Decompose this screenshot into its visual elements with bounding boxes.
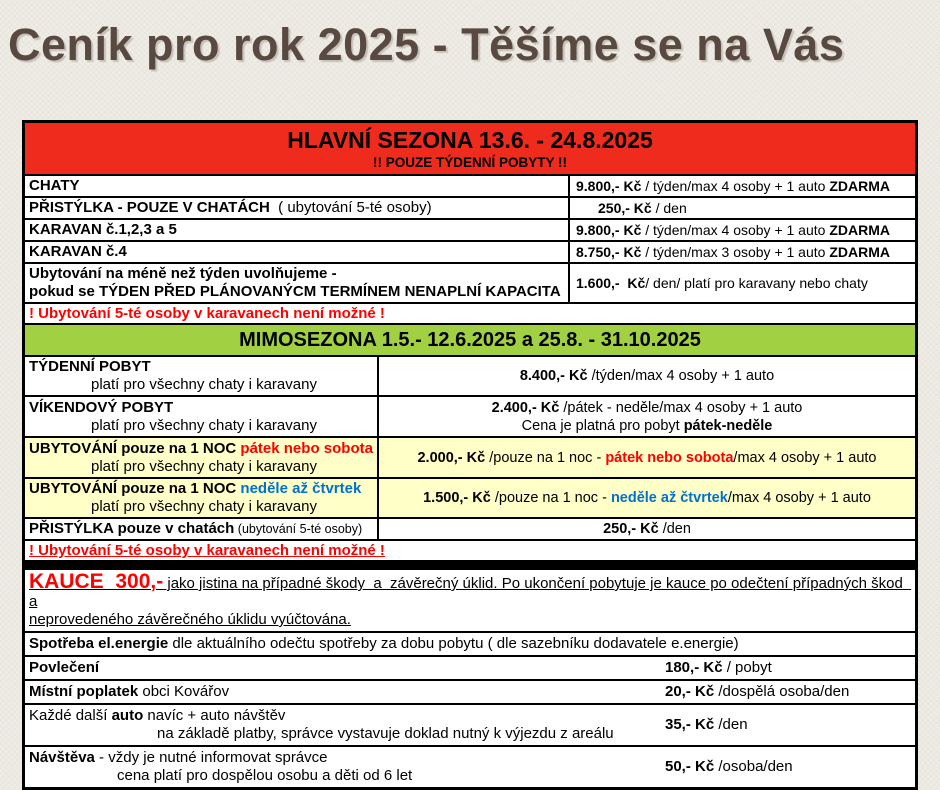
row-label-text: PŘISTÝLKA - POUZE V CHATÁCH — [29, 199, 270, 216]
price-value: 8.400,- Kč — [519, 368, 588, 384]
row-label-text: VÍKENDOVÝ POBYT — [29, 398, 174, 416]
off-season-title: MIMOSEZONA 1.5.- 12.6.2025 a 25.8. - 31.10.2025 — [239, 329, 701, 351]
extra-car-prefix: Každé další — [29, 707, 112, 724]
row-label — [25, 357, 379, 395]
row-label-text: KARAVAN č.1,2,3 a 5 — [29, 221, 177, 238]
row-label — [25, 438, 379, 477]
visit-line2: cena platí pro dospělou osobu a děti od 6 let — [117, 767, 413, 784]
local-fee-detail: obci Kovářov — [138, 683, 230, 700]
price-detail: / den — [651, 200, 687, 216]
price-value: 250,- Kč — [598, 200, 652, 216]
off-season-note-row — [25, 541, 915, 562]
page-title: Ceník pro rok 2025 - Těšíme se na Vás — [8, 19, 845, 70]
price-value: 1.500,- Kč — [423, 490, 491, 506]
row-price — [379, 438, 915, 477]
price-detail-suffix: /max 4 osoby + 1 auto — [733, 449, 877, 466]
price-detail: / den/ platí pro karavany nebo chaty — [645, 275, 868, 291]
local-fee-row — [25, 681, 915, 705]
bedding-label-cell — [25, 657, 665, 679]
bedding-label: Povlečení — [29, 659, 100, 676]
electricity-label: Spotřeba el.energie — [29, 635, 169, 652]
local-fee-price — [665, 681, 915, 703]
row-price — [570, 198, 915, 218]
electricity-text — [25, 633, 915, 655]
off-season-note: ! Ubytování 5-té osoby v karavanech není možné ! — [29, 542, 385, 559]
table-row-extra-bed-offseason — [25, 519, 915, 541]
price-accent: neděle až čtvrtek — [610, 490, 728, 506]
table-row-chaty — [25, 176, 915, 198]
price-detail: /pouze na 1 noc - — [485, 449, 606, 466]
price-note: Cena je platná pro pobyt — [521, 417, 684, 434]
price-detail: / týden/max 4 osoby + 1 auto — [641, 222, 830, 238]
row-label-accent: neděle až čtvrtek — [240, 480, 362, 497]
visit-label: Návštěva — [29, 749, 95, 766]
deposit-line1: jako jistina na případné škody a závěrečný úklid. Po ukončení pobytuje je kauce po odečtení případných škod a — [29, 575, 912, 610]
price-value: 8.750,- Kč — [576, 244, 642, 260]
price-detail: /týden/max 4 osoby + 1 auto — [587, 368, 775, 384]
local-fee-label-cell — [25, 681, 665, 703]
bedding-row — [25, 657, 915, 681]
bedding-price — [665, 657, 915, 679]
row-label-text: KARAVAN č.4 — [29, 243, 127, 260]
deposit-row — [25, 570, 915, 633]
main-season-title: HLAVNÍ SEZONA 13.6. - 24.8.2025 — [287, 127, 653, 153]
price-detail: / pobyt — [722, 659, 772, 676]
price-value: 35,- Kč — [665, 716, 715, 733]
price-detail: /den — [714, 716, 748, 733]
visit-detail: - vždy je nutné informovat správce — [94, 749, 328, 766]
price-suffix: ZDARMA — [829, 222, 890, 238]
row-price — [379, 479, 915, 517]
row-label-line2: pokud se TÝDEN PŘED PLÁNOVANÝCM TERMÍNEM NENAPLNÍ KAPACITA — [29, 283, 561, 300]
main-season-note: ! Ubytování 5-té osoby v karavanech není možné ! — [29, 305, 385, 322]
price-value: 2.000,- Kč — [417, 449, 486, 466]
visit-row — [25, 747, 915, 787]
row-label-note: (ubytování 5-té osoby) — [234, 522, 363, 536]
visit-text — [25, 747, 665, 787]
table-row-pristylka — [25, 198, 915, 220]
price-detail: /dospělá osoba/den — [714, 683, 850, 700]
price-note-bold: pátek-neděle — [683, 417, 773, 434]
price-detail: /osoba/den — [714, 758, 793, 775]
row-label — [25, 397, 379, 436]
price-detail: /pouze na 1 noc - — [490, 490, 611, 506]
row-label — [25, 198, 570, 218]
table-row-karavan-4 — [25, 242, 915, 264]
off-season-header — [25, 325, 915, 357]
price-value: 9.800,- Kč — [576, 222, 642, 238]
deposit-line2: neprovedeného závěrečného úklidu vyúčtována. — [29, 611, 351, 628]
row-price — [379, 397, 915, 436]
main-season-subtitle: !! POUZE TÝDENNÍ POBYTY !! — [372, 155, 567, 170]
price-suffix: ZDARMA — [829, 244, 890, 260]
row-sublabel: platí pro všechny chaty i karavany — [91, 457, 317, 475]
table-row-karavan-1235 — [25, 220, 915, 242]
price-value: 20,- Kč — [665, 683, 715, 700]
price-value: 180,- Kč — [665, 659, 723, 676]
table-row-weekend-stay — [25, 397, 915, 438]
table-row-one-night-weekend — [25, 438, 915, 479]
row-label — [25, 176, 570, 196]
section-divider — [25, 562, 915, 570]
price-value: 50,- Kč — [665, 758, 715, 775]
extra-car-row — [25, 705, 915, 747]
main-season-header — [25, 123, 915, 176]
row-label — [25, 519, 379, 539]
row-price — [570, 242, 915, 262]
row-label — [25, 264, 570, 302]
main-season-note-row — [25, 304, 915, 325]
row-price — [570, 264, 915, 302]
price-detail: / týden/max 3 osoby + 1 auto — [641, 244, 830, 260]
row-label-text: CHATY — [29, 177, 80, 194]
price-detail: /pátek - neděle/max 4 osoby + 1 auto — [559, 399, 803, 416]
row-label-line1: Ubytování na méně než týden uvolňujeme - — [29, 265, 337, 282]
electricity-row — [25, 633, 915, 657]
price-table — [22, 120, 918, 790]
row-label-text: UBYTOVÁNÍ pouze na 1 NOC — [29, 439, 241, 457]
extra-car-text — [25, 705, 665, 745]
row-price — [570, 220, 915, 240]
row-sublabel: platí pro všechny chaty i karavany — [91, 498, 317, 515]
local-fee-label: Místní poplatek — [29, 683, 139, 700]
row-price — [379, 519, 915, 539]
row-sublabel: platí pro všechny chaty i karavany — [91, 416, 317, 434]
table-row-short-stay — [25, 264, 915, 304]
price-value: 9.800,- Kč — [576, 178, 642, 194]
extra-car-suffix: navíc + auto návštěv — [143, 707, 286, 724]
electricity-detail: dle aktuálního odečtu spotřeby za dobu pobytu ( dle sazebníku dodavatele e.energie) — [168, 635, 739, 652]
row-sublabel: platí pro všechny chaty i karavany — [91, 376, 317, 393]
price-detail: /den — [658, 521, 691, 537]
price-value: 2.400,- Kč — [491, 399, 560, 416]
visit-price — [665, 747, 915, 787]
row-label — [25, 242, 570, 262]
row-label — [25, 220, 570, 240]
price-detail: / týden/max 4 osoby + 1 auto — [641, 178, 830, 194]
deposit-label: KAUCE 300,- — [29, 570, 164, 593]
row-label-text: UBYTOVÁNÍ pouze na 1 NOC — [29, 480, 241, 497]
price-accent: pátek nebo sobota — [605, 449, 734, 466]
row-label-text: PŘISTÝLKA pouze v chatách — [29, 520, 235, 537]
price-value: 1.600,- Kč — [576, 275, 646, 291]
table-row-weekly-stay — [25, 357, 915, 397]
row-label-text: TÝDENNÍ POBYT — [29, 358, 151, 375]
row-label-note: ( ubytování 5-té osoby) — [269, 199, 432, 216]
table-row-one-night-week — [25, 479, 915, 519]
extra-car-price — [665, 705, 915, 745]
row-price — [570, 176, 915, 196]
row-label — [25, 479, 379, 517]
price-suffix: ZDARMA — [829, 178, 890, 194]
price-value: 250,- Kč — [603, 521, 659, 537]
extra-car-line2: na základě platby, správce vystavuje doklad nutný k výjezdu z areálu — [157, 725, 614, 742]
row-label-accent: pátek nebo sobota — [240, 439, 373, 457]
extra-car-bold: auto — [111, 707, 144, 724]
price-detail-suffix: /max 4 osoby + 1 auto — [727, 490, 871, 506]
row-price — [379, 357, 915, 395]
deposit-text — [25, 570, 915, 631]
